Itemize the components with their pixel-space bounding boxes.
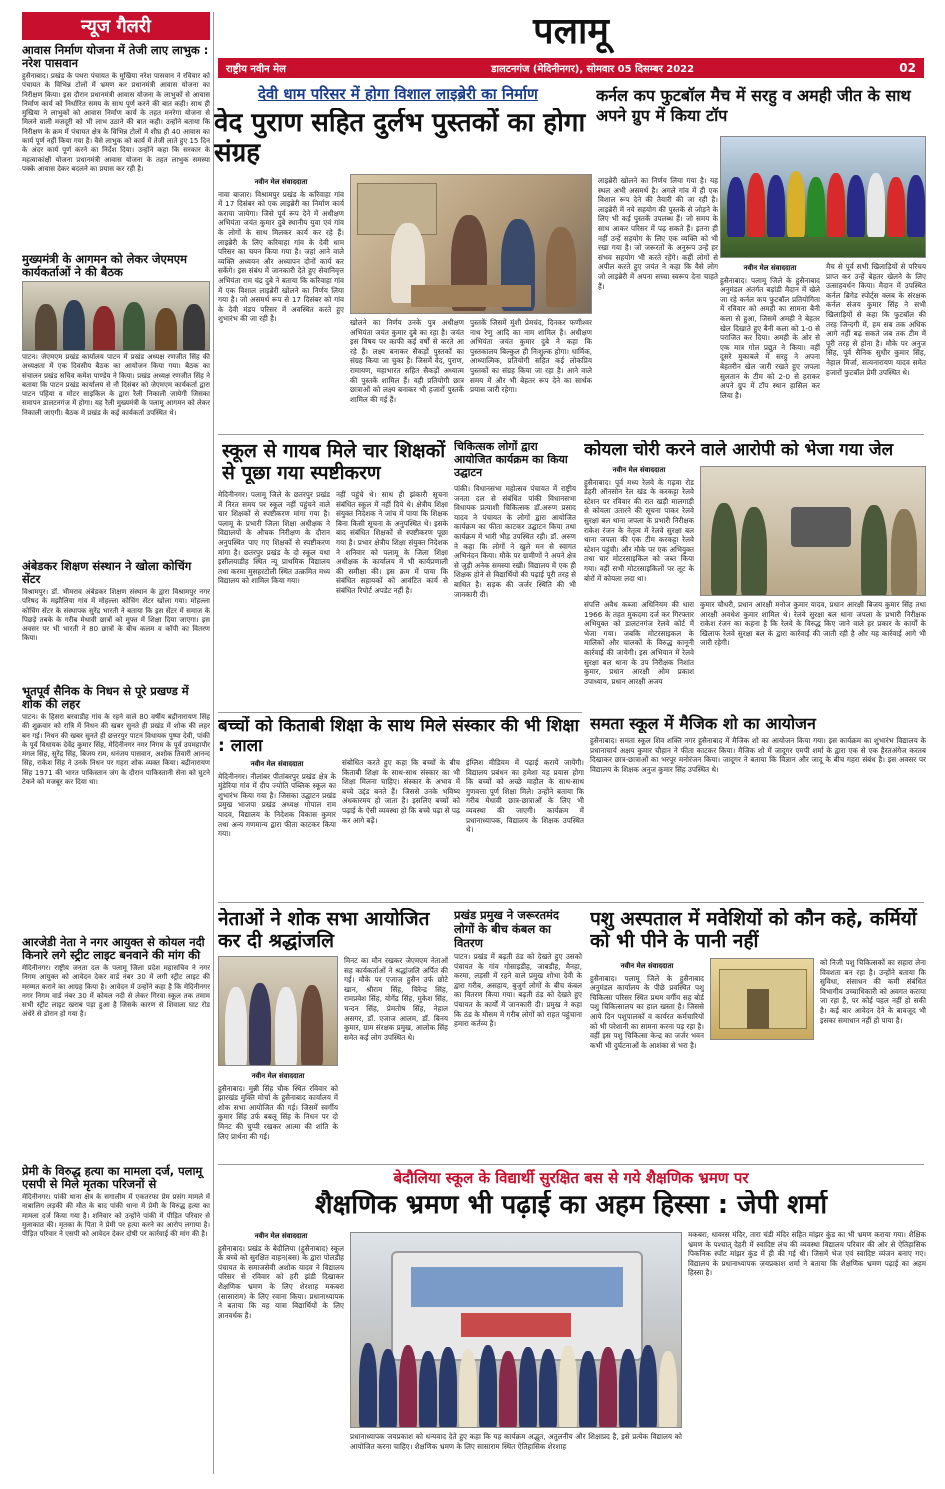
- story-magic-headline: समता स्कूल में मैजिक शो का आयोजन: [590, 714, 816, 733]
- page-city: पलामू: [533, 11, 609, 52]
- masthead-bar: [218, 58, 924, 78]
- gallery-item-4-head: भूतपूर्व सैनिक के निधन से पूरे प्रखण्ड में शोक की लहर: [22, 684, 189, 711]
- gallery-item-3-body: विश्रामपुर। डॉ. भीमराव अंबेडकर शिक्षण संस्थान के द्वारा विश्रामपुर नगर परिषद के मझौलिया गांव में मोहल्ला कोचिंग सेंटर खोला गया। मोहल्ला कोचिंग सेंटर के संस्थापक सुरेंद्र भारती ने बताया कि इस सेंटर में समाज के पिछड़े तबके के गरीब मेधावी छात्रों को मुफ्त में शिक्षा दिया जाएगा। इस अवसर पर भी भारती ने 80 छात्रों के बीच कलम व कॉपी का वितरण किया।: [22, 588, 210, 643]
- story-tour-kicker: बेदौलिया स्कूल के विद्यार्थी सुरक्षित बस से गये शैक्षणिक भ्रमण पर: [393, 1169, 749, 1187]
- masthead: [218, 10, 924, 80]
- gallery-item-5-head: आरजेडी नेता ने नगर आयुक्त से कोयल नदी किनारे लगे स्ट्रीट लाइट बनवाने की मांग की: [22, 935, 205, 962]
- story-teachers-col-1: मेदिनीनगर। पलामू जिले के छतरपुर प्रखंड में निरत समय पर स्कूल नहीं पहुंचने वाले चार शिक्षकों से स्पष्टीकरण मांगा गया है। पलामू के प्रभारी जिला शिक्षा अधीक्षक ने विद्यालयों के औचक निरीक्षण के दौरान अनुपस्थित पाए गए शिक्षकों से स्पष्टीकरण मांगा है। छतरपुर प्रखंड के दो स्कूल यथा इसीलयाडीह स्थित न्यू प्राथमिक विद्यालय तथा करमा मुसहरटोली स्थित उत्क्रमित मध्य विद्यालय को शामिल किया गया।: [218, 490, 330, 586]
- story-lala-byline: नवीन मेल संवाददाता: [250, 760, 304, 768]
- story-blanket-headline: प्रखंड प्रमुख ने जरूरतमंद लोगों के बीच कंबल का वितरण: [454, 908, 560, 950]
- story-water-headline: पशु अस्पताल में मवेशियों को कौन कहे, कर्मियों को भी पीने के पानी नहीं: [590, 908, 917, 952]
- story-library-col-2: खोलने का निर्णय उनके पुत्र अधीक्षण अभियंता जयंत कुमार दुबे का रहा है। जयंत इस विषय पर काफी कई वर्षों से करते आ रहे हैं। लक्ष्य बनाकर सैकड़ों पुस्तकों का संग्रह किया जा चुका है। जिसमें वेद, पुराण, रामायण, महाभारत सहित सैकड़ों अध्यात्म की पुस्तकें शामिल हैं। वही प्रतियोगी छात्र छात्राओं को लक्ष्य बनाकर भी हजारों पुस्तकें शामिल की गई हैं।: [350, 318, 464, 404]
- gallery-item-1: [22, 44, 210, 250]
- gallery-item-4-body: पाटन। के हिसरा बरवाडीह गांव के रहने वाले 80 वर्षीय बद्रीनारायण सिंह की शुक्रवार को रात्रि में निधन की खबर सुनते ही प्रखंड में शोक की लहर बन गई। निधन की खबर सुनते ही छत्तरपुर पाटन विधायक पुष्पा देवी, पांकी के पूर्व विधायक देवेंद्र कुमार सिंह, मेदिनीनगर नगर निगम के पूर्व उपमहापौर मंगल सिंह, सुरेंद्र सिंह, बिजय राम, धनंजय पासवान, अशोक तिवारी आनन्द सिंह, राकेश सिंह ने उनके निधन पर गहरा शोक व्यक्त किया। बद्रीनारायण सिंह 1971 की भारत पाकिस्तान जंग के दौरान पाकिस्तानी सेना को घुटने टेकने को मजबूर कर दिया था।: [22, 713, 210, 787]
- gallery-item-2: [22, 253, 210, 557]
- story-coal-col-3: कुमार चौधरी, प्रधान आरक्षी मनोज कुमार यादव, प्रधान आरक्षी बिजय कुमार सिंह तथा आरक्षी अवधेश कुमार शामिल थे। रेलवे सुरक्षा बल थाना जपला के प्रभारी निरीक्षक राकेश रंजन का कहना है कि रेलवे के विरुद्ध किए जाने वाले हर प्रकार के कार्यों के खिलाफ रेलवे सुरक्षा बल के द्वारा कार्रवाई की जाती रही है और यह कार्रवाई आगे भी जारी रहेगी।: [700, 600, 926, 648]
- gallery-item-1-body: हुसैनाबाद। प्रखंड के पथरा पंचायत के मुखिया नरेश पासवान ने रविवार को पंचायत के विभिन्न टोलों में भ्रमण कर प्रधानमंत्री आवास योजना का निरीक्षण किया। इस दौरान प्रधानमंत्री आवास योजना के लाभुकों से आवास निर्माण कार्य को निर्धारित समय के साथ पूर्ण करने की बात कही। साथ ही मुखिया ने लाभुकों को आवास निर्माण कार्य के तहत मनरेगा योजना से मिलने वाली मजदूरी को भी लाभ उठाने की बात कही। उन्होंने बताया कि निरीक्षण के क्रम में पंचायत क्षेत्र के विभिन्न टोलों में शीघ्र ही 40 आवास का कार्य पूर्ण नहीं किया गया है। वैसे लाभुक को कार्य में तेजी लाते हुए 15 दिन के अंदर कार्य पूर्ण करने का निर्देश दिया। उन्होंने कहा कि सरकार के महत्वाकांक्षी योजना प्रधानमंत्री आवास योजना के तहत लाभुक समस्या पक्के आवास देकर बदलने का प्रयास कर रही है।: [22, 72, 210, 173]
- story-lala-col-3: इंग्लिश मीडियम में पढ़ाई करायें जायेंगी। विद्यालय प्रबंधन का हमेशा यह प्रयास होगा कि बच्चों को अच्छे माहौल के साथ-साथ गुणवत्ता पूर्ण शिक्षा मिले। उन्होंने बताया कि गरीब मेधावी छात्र-छात्राओं के लिए भी व्यवस्था की जाएगी। कार्यक्रम में प्रधानाध्यापक, विद्यालय के शिक्षक उपस्थित थे।: [466, 758, 584, 835]
- story-library-kicker: देवी धाम परिसर में होगा विशाल लाइब्रेरी का निर्माण: [258, 85, 538, 103]
- story-coal-col-1: नवीन मेल संवाददाता हुसैनाबाद। पूर्व मध्य रेलवे के गढ़वा रोड डेहरी ऑनसोन रेल खंड के करकट्टा रेलवे स्टेशन पर रविवार की रात खड़ी मालगाड़ी से कोयला उतारने की सूचना पाकर रेलवे सुरक्षा बल थाना जपला के प्रभारी निरीक्षक राकेश रंजन के नेतृत्व में रेलवे सुरक्षा बल थाना जपला की एक टीम करकट्टा रेलवे स्टेशन पहुंची। और मौके पर एक अभियुक्त तथा चार मोटरसाइकिल को जब्त किया गया। वहीं सभी मोटरसाइकिलों पर लूट के बोरों में कोयला लदा था।: [584, 466, 694, 583]
- story-blanket-body: पाटन। प्रखंड में बढ़ती ठंड को देखते हुए उसको पंचायत के गांव गोसाइडीह, जाबडीह, मैनहा, करमा, लड़सी में रहने वाले प्रमुख शोभा देवी के द्वारा गरीब, असहाय, बुजुर्ग लोगों के बीच कंबल का वितरण किया गया। बढ़ती ठंड को देखते हुए पंचायत के कार्यों में जानकारी दी। प्रमुख ने कहा कि ठंड के मौसम में गरीब लोगों को राहत पहुंचाना हमारा कर्तव्य है।: [454, 952, 582, 1029]
- story-coal-col-2: संपत्ति अवैध कब्जा अधिनियम की धारा 1966 के तहत मुकदमा दर्ज कर गिरफ्तार अभियुक्त को डालटनगंज रेलवे कोर्ट में भेजा गया। जबकि मोटरसाइकल के मालिकों और चालकों के विरुद्ध कानूनी कार्रवाई की जायेगी। इस अभियान में रेलवे सुरक्षा बल थाना के उप निरीक्षक निशांत कुमार, प्रधान आरक्षी ओम प्रकाश उपाध्याय, प्रधान आरक्षी अजय: [584, 600, 694, 686]
- gallery-item-5-body: मेदिनीनगर। राष्ट्रीय जनता दल के पलामू जिला प्रदेश महासचिव ने नगर निगम आयुक्त को आवेदन देकर वार्ड नंबर 30 में लगी स्ट्रीट लाइट की मरम्मत कराने का आग्रह किया है। आवेदन में उन्होंने कहा है कि मेदिनीनगर नगर निगम वार्ड नंबर 30 में कोयल नदी से लेकर गिरवा स्कूल तक तमाम सभी स्ट्रीट लाइट खराब पड़ा हुआ है जिसके कारण से शिवाला घाट रोड अंधेरे से डोरान हो गया है।: [22, 964, 210, 1019]
- gallery-item-6-body: मेदिनीनगर। पांकी थाना क्षेत्र के सगालीम में एकतरफा प्रेम प्रसंग मामले में नाबालिग लड़की की मौत के बाद पांकी थाना में प्रेमी के विरुद्ध हत्या का मामला दर्ज किया गया है। शनिवार को उन्होंने पांकी में पीड़ित परिवार से मुलाकात की। मृतका के पिता ने प्रेमी पर हत्या करने का आरोप लगाया है। पीड़ित परिवार ने एसपी को आवेदन देकर दोषी पर कार्रवाई की मांग की है।: [22, 1193, 210, 1239]
- story-tour-col-1: नवीन मेल संवाददाता हुसैनाबाद। प्रखंड के बेदौलिया (हुसैनाबाद) स्कूल के बच्चे को सुरक्षित वाहन(बस) के द्वारा पोलडीह पंचायत के समाजसेवी अशोक यादव ने विद्यालय परिसर से रविवार को हरी झंडी दिखाकर शैक्षणिक भ्रमण के लिए शेरशाह मकबरा (सासाराम) के लिए रवाना किया। प्रधानाध्यापक ने बताया कि यह यात्रा विद्यार्थियों के लिए ज्ञानवर्धक है।: [218, 1232, 344, 1320]
- story-library-col-1: नवीन मेल संवाददाता नावा बाजार। विश्रामपुर प्रखंड के करिवाहा गांव में 17 दिसंबर को एक लाइब्रेरी का निर्माण कार्य कराया जायेगा। जिसे पूर्व रूप देने में अधीक्षण अभियंता जयंत कुमार दुबे स्थानीय युवा एवं गांव के लोगों के साथ मिलकर कार्य कर रहे हैं। लाइब्रेरी के लिए करिवाहा गांव के देवी धाम परिसर का चयन किया गया है। जहां आने वाले व्यक्ति अध्ययन और अध्यापन दोनों कार्य कर सकेंगे। इस संबंध में जानकारी देते हुए सेवानिवृत्त अभियंता राम चंद्र दुबे ने बताया कि करिवाहा गांव में एक विशाल लाइब्रेरी खोलने का निर्णय लिया गया है। जो असमर्थ रूप से 17 दिसंबर को गांव के देवी मंडप परिसर में अवस्थित करते हुए शुभारंभ की जा रही है।: [218, 178, 344, 324]
- story-library-photo: [350, 174, 592, 314]
- story-coal-headline: कोयला चोरी करने वाले आरोपी को भेजा गया जेल: [584, 440, 894, 460]
- gallery-item-3: [22, 560, 210, 682]
- news-gallery-title: न्यूज गैलरी: [81, 16, 151, 37]
- story-tour-byline: नवीन मेल संवाददाता: [254, 1232, 308, 1240]
- story-condolence-col-1: नवीन मेल संवाददाता हुसैनाबाद। मुन्नी सिंह चौक स्थित रविवार को झारखंड मुक्ति मोर्चा के हुसैनाबाद कार्यालय में शोक सभा आयोजित की गई। जिसमें स्वर्गीय कुमार सिंह उर्फ बबलू सिंह के निधन पर दो मिनट की चुप्पी रखकर आत्मा की शांति के लिए प्रार्थना की गई।: [218, 1072, 338, 1141]
- story-lala-headline: बच्चों को किताबी शिक्षा के साथ मिले संस्कार की भी शिक्षा : लाला: [218, 716, 579, 756]
- story-library-col-3: पुस्तकें जिसमें मुंशी प्रेमचंद, दिनकर फणीश्वर नाथ रेणु आदि का नाम शामिल है। अधीक्षण अभियंता जयंत कुमार दुबे ने कहा कि पुस्तकालय बिल्कुल ही निःशुल्क होगा। धार्मिक, आध्यात्मिक, प्रतियोगी सहित कई लोकप्रिय पुस्तकों का संग्रह किया जा रहा है। आने वाले समय में और भी बेहतर रूप देने का सार्थक प्रयास जारी रहेगा।: [470, 318, 592, 395]
- gallery-item-2-photo: [22, 281, 210, 351]
- story-teachers-headline: स्कूल से गायब मिले चार शिक्षकों से पूछा गया स्पष्टीकरण: [222, 440, 446, 484]
- story-tour-col-2: प्रधानाध्यापक जयप्रकाश को धन्यवाद देते हुए कहा कि यह कार्यक्रम अद्भुत, अतुलनीय और शिक्षाप्रद है, इसे प्रत्येक विद्यालय को आयोजित करना चाहिए। शैक्षणिक भ्रमण के लिए सासाराम स्थित ऐतिहासिक शेरशाह: [350, 1432, 682, 1451]
- story-water-col-2: को निजी पशु चिकित्सकों का सहारा लेना विवशता बन रहा है। उन्होंने बताया कि सुविधा, संसाधन की कमी संबंधित विभागीय उच्चाधिकारी को अवगत कराया जा रहा है, पर कोई पहल नहीं हो सकी है। कई बार आवेदन देने के बावजूद भी इसका समाधान नहीं हो पाया है।: [820, 958, 926, 1025]
- story-teachers-col-2: नहीं पहुंचे थे। साथ ही झंकारी सूचना संबंधित स्कूल में नहीं दिये थे। क्षेत्रीय शिक्षा संयुक्त निदेशक ने जांच में पाया कि शिक्षक बिना किसी सूचना के अनुपस्थित थे। इसके बाद संबंधित शिक्षकों से स्पष्टीकरण पूछा गया है। प्रभार क्षेत्रीय शिक्षा संयुक्त निदेशक ने शनिवार को पलामू के जिला शिक्षा अधीक्षक के कार्यालय में भी कार्यप्रणाली की समीक्षा की। इस क्रम में पाया कि संबंधित सहायकों को आवंटित कार्य से संबंधित रिपोर्ट अपडेट नहीं है।: [336, 490, 448, 595]
- story-water-byline: नवीन मेल संवाददाता: [620, 962, 674, 970]
- gallery-item-6: [22, 1165, 210, 1413]
- story-doctor-body: पांकी। विधानसभा महोत्सव पंचायत में राष्ट्रीय जनता दल से संबंधित पांकी विधानसभा विधायक प्रत्याशी चिकित्सक डॉ.अरुण प्रसाद यादव ने पंचायत के लोगों द्वारा आयोजित कार्यक्रम का फीता काटकर उद्घाटन किया तथा कार्यक्रम में भारी भीड़ उपस्थित रही। डॉ. अरुण ने कहा कि लोगों ने खुले मन से स्वागत अभिनंदन किया। मौके पर ग्रामीणों ने अपने क्षेत्र से जुड़ी अनेक समस्या रखी। विद्यालय में एक ही शिक्षक होने से विद्यार्थियों की पढ़ाई पूरी तरह से बाधित है। सड़क की जर्जर स्थिति की भी जानकारी दी।: [454, 484, 576, 599]
- story-magic-body: हुसैनाबाद। समता स्कूल शिव शक्ति नगर हुसैनाबाद में मैजिक शो का आयोजन किया गया। इस कार्यक्रम का शुभारंभ विद्यालय के प्रधानाचार्य अक्षय कुमार चौहान ने फीता काटकर किया। मैजिक शो में जादूगर एमपी शर्मा के द्वारा एक से एक हैरतअंगेज करतब दिखाकर छात्र-छात्राओं का भरपूर मनोरंजन किया। जादूगर ने बताया कि विज्ञान और जादू के बीच गहरा संबंध है। इस अवसर पर विद्यालय के शिक्षक अनुज कुमार सिंह उपस्थित थे।: [590, 736, 926, 774]
- divider-1: [218, 434, 924, 435]
- gallery-item-5: [22, 936, 210, 1162]
- gallery-item-6-head: प्रेमी के विरुद्ध हत्या का मामला दर्ज, पलामू एसपी से मिले मृतका परिजनों से: [22, 1164, 203, 1191]
- divider-2: [218, 712, 582, 713]
- story-football-byline: नवीन मेल संवाददाता: [743, 264, 797, 272]
- story-condolence-photo: [218, 956, 338, 1066]
- story-condolence-col-2: मिनट का मौन रखकर जेएमएम नेताओं सह कार्यकर्ताओं ने श्रद्धांजलि अर्पित की गई। मौके पर एजाज हुसैन उर्फ छोटे खान, श्रीराम सिंह, चिरेन्द्र सिंह, रामप्रवेश सिंह, योगेंद्र सिंह, मुकेश सिंह, चन्दन सिंह, प्रेमतोष सिंह, नेहाल असगर, डॉ. एजाज आलम, डॉ. बिनय कुमार, ग्राम संरक्षक प्रमुख, आलोक सिंह समेत कई लोग उपस्थित थे।: [344, 956, 448, 1042]
- gallery-item-1-head: आवास निर्माण योजना में तेजी लाए लाभुक : नरेश पासवान: [22, 43, 209, 70]
- story-library-col-4: लाइब्रेरी खोलने का निर्णय लिया गया है। यह स्थल अभी असमर्थ है। अगले गांव में ही एक विशाल रूप देने की तैयारी की जा रही है। लाइब्रेरी में नये सहयोग की पुस्तकें से जोड़ने के लिए भी कई पुस्तकें उपलब्ध हैं। जो समय के साथ आकर परिसर में पढ़ सकते हैं। इतना ही नहीं उन्हें सहयोग के लिए एक व्यक्ति को भी रखा गया है। जो जरूरतों के अनुरूप उन्हें हर संभव सहयोग भी करते रहेंगे। कहीं लोगों से अपील करते हुए जयंत ने कहा कि वैसे लोग जो लाइब्रेरी में अपना सच्चा स्वरूप देना चाहते हैं।: [598, 176, 718, 291]
- news-gallery: [22, 12, 210, 1474]
- story-doctor-headline: चिकित्सक लोगों द्वारा आयोजित कार्यक्रम का किया उद्घाटन: [454, 440, 568, 479]
- story-football-photo: [720, 136, 926, 258]
- story-condolence-byline: नवीन मेल संवाददाता: [251, 1072, 305, 1080]
- gallery-item-2-head: मुख्यमंत्री के आगमन को लेकर जेएमएम कार्यकर्ताओं ने की बैठक: [22, 252, 187, 279]
- page-number: 02: [899, 61, 916, 75]
- story-football-col-1: नवीन मेल संवाददाता हुसैनाबाद। पलामू जिले के हुसैनाबाद अनुमंडल अंतर्गत बड़ांडी मैदान में खेले जा रहे कर्नल कप फुटबॉल प्रतियोगिता में रविवार को अमही का सामना बैनी कला से हुआ, जिसमें अमही ने बेहतर खेल दिखाते हुए बैनी कला को 1-0 से पराजित कर दिया। अमही के ओर से एक मात्र गोल प्रद्युत ने किया। वहीं दूसरे मुकाबले में सरहु ने अपना बेहतरीन खेल जारी रखते हुए जपला सुलतान के टीम को 2-0 से हराकर अपने ग्रुप में टॉप स्थान हासिल कर लिया है।: [720, 264, 820, 400]
- story-condolence-headline: नेताओं ने शोक सभा आयोजित कर दी श्रद्धांजलि: [218, 908, 430, 952]
- story-tour-photo: [350, 1232, 682, 1428]
- story-coal-photo: [700, 466, 926, 596]
- gallery-divider: [213, 12, 214, 1474]
- story-football-col-2: मैच से पूर्व सभी खिलाड़ियों से परिचय प्राप्त कर उन्हें बेहतर खेलने के लिए उत्साहवर्धन किया। मैदान में उपस्थित कर्नल ब्रिगेड स्पोर्ट्स क्लब के संरक्षक कर्नल संजय कुमार सिंह ने सभी खिलाड़ियों से कहा कि फुटबॉल की तरह जिन्दगी में, हम सब तक अधिक आगे नहीं बढ़ सकते जब तक टीम में पूरी तरह से होना है। मौके पर अनुज सिंह, पूर्व सैनिक सुधीर कुमार सिंह, नेहाल मिर्जा, सत्यनारायण यादव समेत हजारों फुटबॉल प्रेमी उपस्थित थे।: [826, 262, 926, 377]
- story-lala-col-1: नवीन मेल संवाददाता मेदिनीनगर। नीलांबर पीतांबरपुर प्रखंड क्षेत्र के मुंडेरिया गांव में दीप ज्योति पब्लिक स्कूल का शुभारंभ किया गया है। जिसका उद्घाटन प्रखंड प्रमुख भाजपा प्रखंड अध्यक्ष गोपाल राम यादव, विद्यालय के निदेशक विकास कुमार तथा अन्य गणमान्य द्वारा फीता काटकर किया गया।: [218, 760, 336, 839]
- divider-4: [218, 1164, 924, 1165]
- gallery-item-3-head: अंबेडकर शिक्षण संस्थान ने खोला कोचिंग सेंटर: [22, 559, 192, 586]
- story-tour-col-3: मकबरा, धावरस मंदिर, तारा चंडी मंदिर सहित मांझर कुंड का भी भ्रमण कराया गया। शैक्षिक भ्रमण के पश्चात् देहरी में स्वादिष्ट लंच की व्यवस्था विद्यालय परिवार की ओर से ऐतिहासिक पिकनिक स्पॉट मांझर कुंड में ही की गई थी। जिसमें भेज एवं स्वादिष्ट व्यंजन बनाए गए। विद्यालय के प्रधानाध्यापक जयप्रकाश शर्मा ने बताया कि शैक्षणिक भ्रमण पढ़ाई का अहम हिस्सा है।: [688, 1230, 926, 1278]
- news-gallery-title-box: [22, 12, 210, 40]
- story-coal-byline: नवीन मेल संवाददाता: [612, 466, 666, 474]
- gallery-item-2-body: पाटन। जेएमएम प्रखंड कार्यालय पाटन में प्रखंड अध्यक्ष रणजीत सिंह की अध्यक्षता में एक दिवसीय बैठक का आयोजन किया गया। बैठक का संचालन प्रखंड सचिव कमेश पाण्डेय ने किया। प्रखंड अध्यक्ष रणजीत सिंह ने बताया कि पाटन प्रखंड कार्यालय से नौ दिसंबर को जेएमएम कार्यकर्ता द्वारा पाटन पहिया व मोटर साइकिल के द्वारा रैली निकाली जायेगी जिसका समापन डालटनगंज में होगा। यह रैली मुख्यमंत्री के पलामू आगमन को लेकर निकाली जाएगी। बैठक में प्रखंड के कई कार्यकर्ता उपस्थित थे।: [22, 353, 210, 417]
- divider-3: [218, 902, 924, 903]
- gallery-item-4: [22, 685, 210, 933]
- story-tour-headline: शैक्षणिक भ्रमण भी पढ़ाई का अहम हिस्सा : जेपी शर्मा: [314, 1190, 828, 1220]
- dateline: डालटनगंज (मेदिनीनगर), सोमवार 05 दिसम्बर 2022: [491, 64, 695, 75]
- story-library-byline: नवीन मेल संवाददाता: [254, 178, 308, 186]
- story-water-col-1: नवीन मेल संवाददाता हुसैनाबाद। पलामू जिले के हुसैनाबाद अनुमंडल कार्यालय के पीछे प्रवस्थित पशु चिकित्सा परिसर स्थित प्रथम वर्गीय सह बोर्ड पशु चिकित्सालय का हाल खस्ता है। जिससे आये दिन पशुपालकों व कार्यरत कर्मचारियों को भी परेशानी का सामना करना पड़ रहा है। वहीं इस पशु चिकित्सा केन्द्र का जर्जर भवन कभी भी दुर्घटनाओं के आशंका से भरा है।: [590, 962, 704, 1050]
- story-lala-col-2: संबोधित करते हुए कहा कि बच्चों के बीच किताबी शिक्षा के साथ-साथ संस्कार का भी शिक्षा मिलना चाहिए। संस्कार के अभाव में बच्चे उद्दंड बनते हैं। जिससे उनके भविष्य अंधकारमय हो जाता है। इसलिए बच्चों को पढ़ाई के ऐसी व्यवस्था हो कि बच्चे पढ़ा से पढ़ कर आगे बढ़ें।: [342, 758, 460, 825]
- story-football-headline: कर्नल कप फुटबॉल मैच में सरहु व अमही जीत के साथ अपने ग्रुप में किया टॉप: [596, 86, 911, 125]
- story-library-headline: वेद पुराण सहित दुर्लभ पुस्तकों का होगा संग्रह: [214, 108, 586, 168]
- brand-name: राष्ट्रीय नवीन मेल: [226, 64, 286, 75]
- story-water-photo: [710, 958, 814, 1040]
